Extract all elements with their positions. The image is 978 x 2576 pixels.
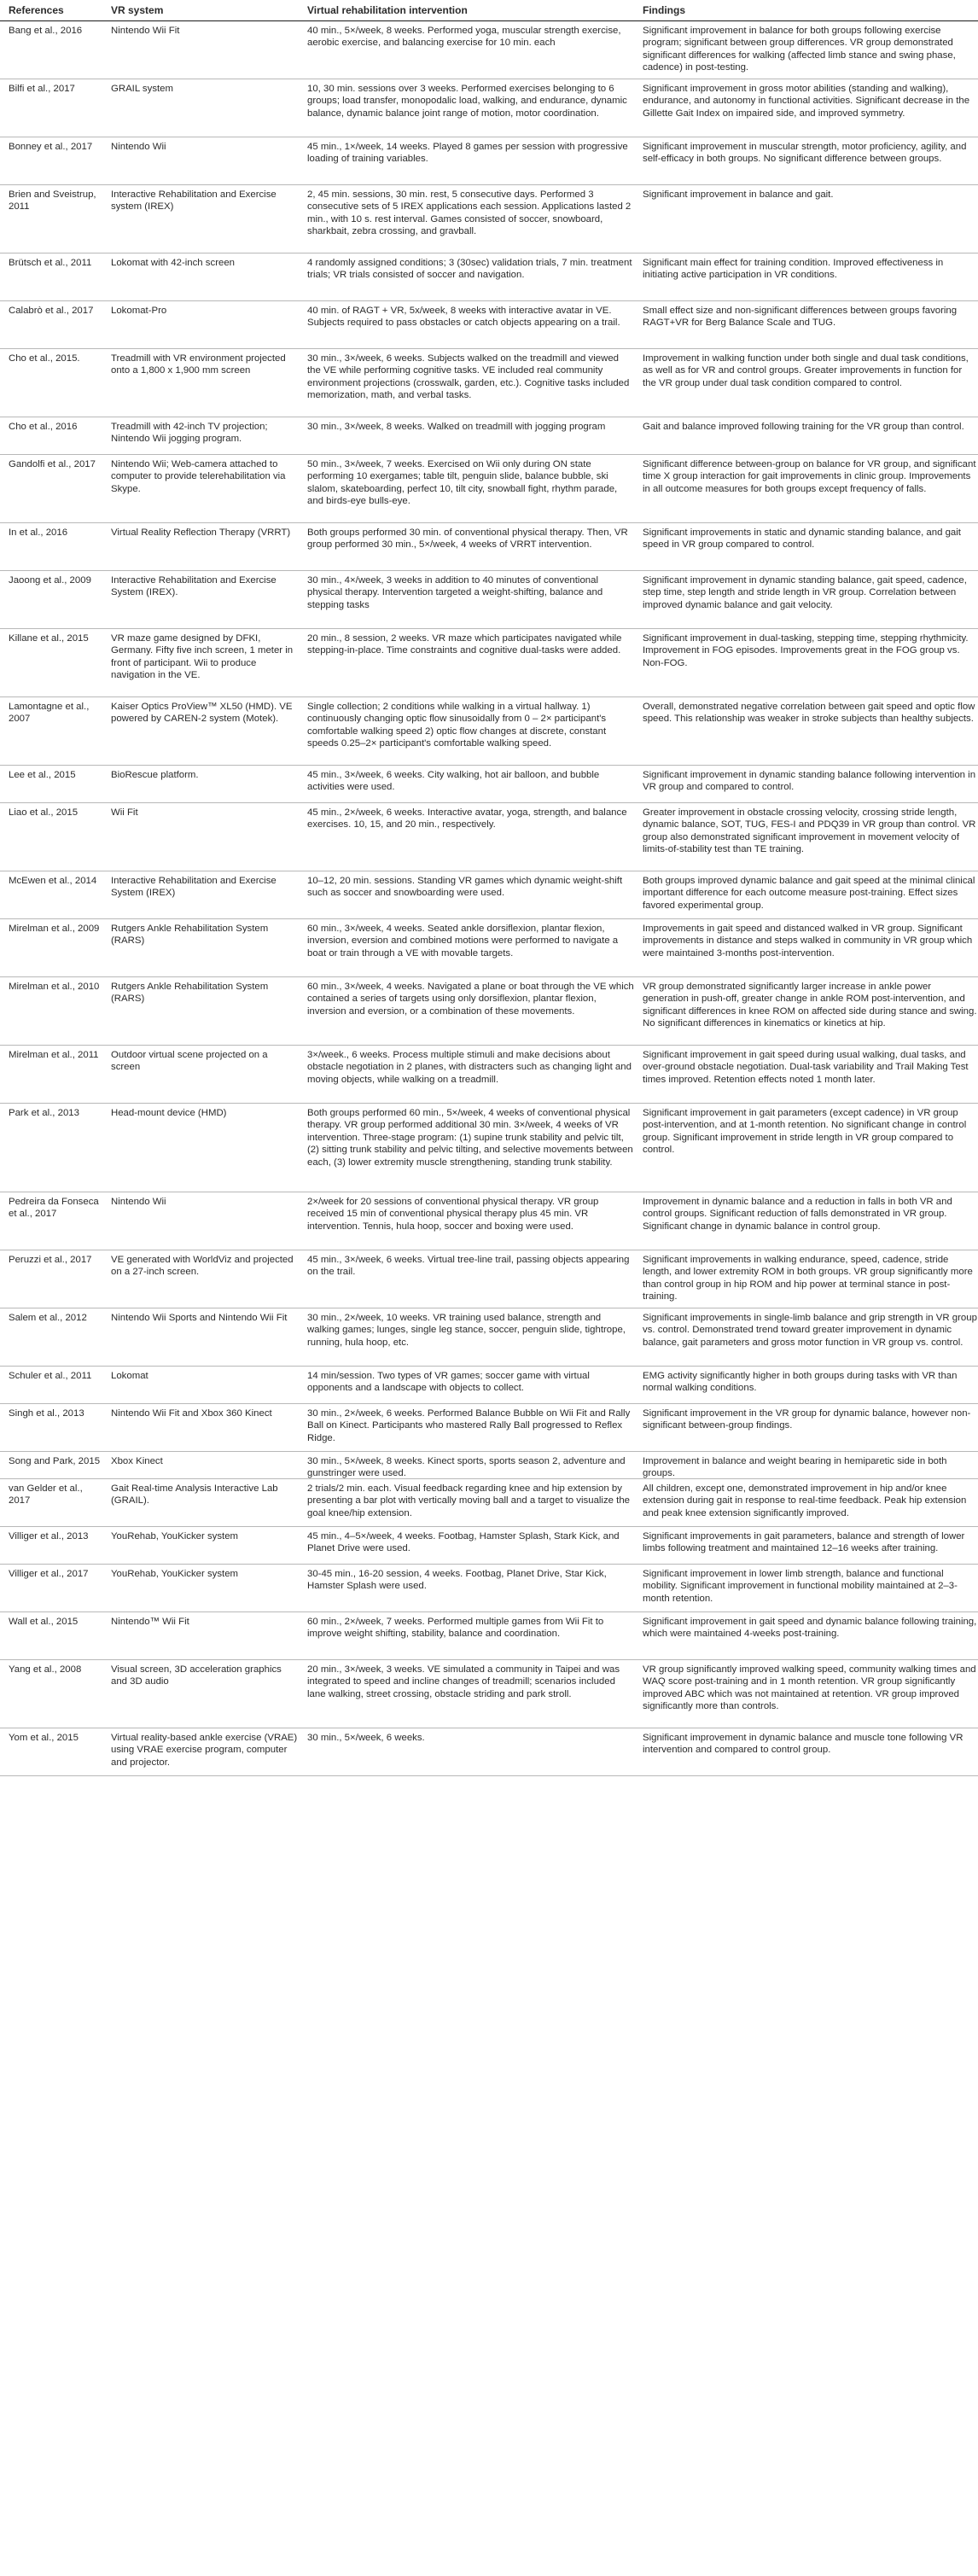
cell-intervention: 45 min., 3×/week, 6 weeks. City walking, hot air balloon, and bubble activities were used. <box>307 770 600 793</box>
table-row <box>0 1250 978 1308</box>
cell-reference: Song and Park, 2015 <box>9 1456 101 1466</box>
cell-vr-system: Virtual reality-based ankle exercise (VRAE) using VRAE exercise program, computer and projector. <box>111 1733 298 1768</box>
cell-reference: Mirelman et al., 2010 <box>9 982 100 992</box>
cell-intervention: 20 min., 8 session, 2 weeks. VR maze which participates navigated while stepping-in-place. Time constraints and cognitive dual-tasks were added. <box>307 633 622 656</box>
cell-intervention: 30-45 min., 16-20 session, 4 weeks. Footbag, Planet Drive, Star Kick, Hamster Splash were used. <box>307 1569 607 1592</box>
cell-vr-system: Head-mount device (HMD) <box>111 1108 227 1118</box>
cell-findings: Small effect size and non-significant differences between groups favoring RAGT+VR for Berg Balance Scale and TUG. <box>643 306 958 329</box>
table-row <box>0 1479 978 1527</box>
cell-vr-system: Lokomat with 42-inch screen <box>111 258 235 268</box>
cell-findings: Improvement in balance and weight bearing in hemiparetic side in both groups. <box>643 1456 947 1478</box>
cell-findings: Significant improvement in dynamic standing balance following intervention in VR group and compared to control. <box>643 770 976 793</box>
table-row <box>0 21 978 79</box>
table-row <box>0 977 978 1046</box>
cell-intervention: 30 min., 2×/week, 10 weeks. VR training used balance, strength and walking games; lunges, single leg stance, soccer, penguin slide, tightrope, running, hula hoop, etc. <box>307 1313 626 1348</box>
cell-reference: Brien and Sveistrup, 2011 <box>9 189 96 213</box>
table-row <box>0 1308 978 1367</box>
cell-findings: Both groups improved dynamic balance and gait speed at the minimal clinical important difference for each outcome measure post-training. Effect sizes favored experimental group. <box>643 876 975 911</box>
cell-reference: Yang et al., 2008 <box>9 1664 82 1675</box>
cell-intervention: Both groups performed 30 min. of conventional physical therapy. Then, VR group performed 30 min., 5×/week, 4 weeks of VRRT intervention. <box>307 527 628 551</box>
cell-intervention: 40 min., 5×/week, 8 weeks. Performed yoga, muscular strength exercise, aerobic exercise, and balancing exercise for 10 min. each <box>307 26 621 49</box>
cell-reference: Villiger et al., 2017 <box>9 1569 89 1579</box>
table-row <box>0 571 978 629</box>
cell-findings: Significant improvement in dynamic standing balance, gait speed, cadence, step time, step length and stride length in VR group. Correlation between improved dynamic balance and gait velocity. <box>643 575 967 610</box>
cell-intervention: 30 min., 2×/week, 6 weeks. Performed Balance Bubble on Wii Fit and Rally Ball on Kinect. Participants who mastered Rally Ball progressed to Reflex Ridge. <box>307 1408 631 1443</box>
cell-reference: Singh et al., 2013 <box>9 1408 84 1419</box>
cell-vr-system: Nintendo Wii; Web-camera attached to computer to provide telerehabilitation via Skype. <box>111 459 286 494</box>
cell-findings: Improvements in gait speed and distanced walked in VR group. Significant improvements in distance and steps walked in community in VR group which were maintained 3-months post-intervention. <box>643 924 973 959</box>
table-row <box>0 1612 978 1660</box>
cell-reference: In et al., 2016 <box>9 527 68 538</box>
cell-vr-system: Lokomat <box>111 1371 148 1381</box>
cell-vr-system: Interactive Rehabilitation and Exercise System (IREX). <box>111 575 277 598</box>
cell-intervention: 30 min., 5×/week, 8 weeks. Kinect sports, sports season 2, adventure and gunstringer were used. <box>307 1456 626 1478</box>
header-findings: Findings <box>643 4 685 16</box>
table-row <box>0 629 978 697</box>
cell-findings: Significant improvement in muscular strength, motor proficiency, agility, and self-efficacy in both groups. No significant difference between groups. <box>643 142 967 165</box>
cell-vr-system: GRAIL system <box>111 84 173 94</box>
cell-reference: Bang et al., 2016 <box>9 26 83 36</box>
cell-intervention: 10–12, 20 min. sessions. Standing VR games which dynamic weight-shift such as soccer and snowboarding were used. <box>307 876 623 899</box>
cell-vr-system: YouRehab, YouKicker system <box>111 1531 239 1542</box>
table-row <box>0 1046 978 1104</box>
cell-intervention: 60 min., 2×/week, 7 weeks. Performed multiple games from Wii Fit to improve weight shifting, stability, balance and coordination. <box>307 1617 604 1640</box>
cell-intervention: Both groups performed 60 min., 5×/week, 4 weeks of conventional physical therapy. VR group performed additional 30 min. 3×/week, 4 weeks of VR intervention. Three-stage program: (1) supine trunk stability and pelvic tilt, (2) sitting trunk stability and pelvic tilting, and selective movements between each, (3) lower extremity muscle strengthening, standing trunk stability. <box>307 1108 633 1168</box>
cell-reference: Liao et al., 2015 <box>9 807 79 818</box>
cell-vr-system: Visual screen, 3D acceleration graphics and 3D audio <box>111 1664 282 1687</box>
cell-reference: van Gelder et al., 2017 <box>9 1483 83 1507</box>
cell-intervention: 30 min., 4×/week, 3 weeks in addition to 40 minutes of conventional physical therapy. Intervention targeted a weight-shifting, balance and stepping tasks <box>307 575 603 610</box>
cell-vr-system: YouRehab, YouKicker system <box>111 1569 239 1579</box>
table-row <box>0 871 978 919</box>
cell-findings: Significant improvement in gait speed and dynamic balance following training, which were maintained 4-weeks post-training. <box>643 1617 977 1640</box>
table-row <box>0 1104 978 1192</box>
cell-findings: Significant improvement in dual-tasking, stepping time, stepping rhythmicity. Improvement in FOG episodes. Improvements great in the FOG group vs. Non-FOG. <box>643 633 969 668</box>
cell-findings: Significant improvement in balance for both groups following exercise program; significant between group differences. VR group demonstrated significant differences for walking (affected limb stance and swing phase, cadence) in post-testing. <box>643 26 956 73</box>
table-row <box>0 766 978 803</box>
cell-findings: Greater improvement in obstacle crossing velocity, crossing stride length, dynamic balance, SOT, TUG, FES-I and PDQ39 in VR group than control. VR group also demonstrated significant improvement in movement velocity of limits-of-stability test than TE training. <box>643 807 976 855</box>
cell-reference: Bilfi et al., 2017 <box>9 84 75 94</box>
cell-reference: Mirelman et al., 2011 <box>9 1050 99 1060</box>
cell-findings: Significant improvements in static and dynamic standing balance, and gait speed in VR group compared to control. <box>643 527 961 551</box>
cell-reference: Brütsch et al., 2011 <box>9 258 92 268</box>
cell-intervention: 45 min., 1×/week, 14 weeks. Played 8 games per session with progressive loading of training variables. <box>307 142 628 165</box>
cell-vr-system: Nintendo Wii <box>111 1197 166 1207</box>
cell-intervention: 2 trials/2 min. each. Visual feedback regarding knee and hip extension by presenting a bar plot with vertically moving ball and a target to visualize the goal knee/hip extension. <box>307 1483 630 1518</box>
table-row <box>0 1660 978 1728</box>
table-row <box>0 254 978 301</box>
cell-reference: McEwen et al., 2014 <box>9 876 97 886</box>
cell-reference: Park et al., 2013 <box>9 1108 79 1118</box>
cell-vr-system: Nintendo Wii <box>111 142 166 152</box>
cell-findings: Improvement in walking function under both single and dual task conditions, as well as for VR and control groups. Greater improvements in function for the VR group under dual task condition compared to control. <box>643 353 969 388</box>
table-row <box>0 301 978 349</box>
table-row <box>0 417 978 455</box>
table-row <box>0 185 978 254</box>
table-row <box>0 1565 978 1612</box>
cell-intervention: 45 min., 4–5×/week, 4 weeks. Footbag, Hamster Splash, Stark Kick, and Planet Drive were used. <box>307 1531 620 1554</box>
cell-findings: Significant improvements in gait parameters, balance and strength of lower limbs following treatment and maintained 12–16 weeks after training. <box>643 1531 965 1554</box>
cell-vr-system: Nintendo Wii Sports and Nintendo Wii Fit <box>111 1313 288 1323</box>
cell-findings: Overall, demonstrated negative correlation between gait speed and optic flow speed. This relationship was weaker in stroke subjects than healthy subjects. <box>643 702 975 725</box>
table-body <box>0 21 978 1776</box>
cell-findings: Significant main effect for training condition. Improved effectiveness in initiating active participation in VR conditions. <box>643 258 944 281</box>
table-row <box>0 1367 978 1404</box>
cell-vr-system: Nintendo Wii Fit <box>111 26 180 36</box>
cell-intervention: 3×/week., 6 weeks. Process multiple stimuli and make decisions about obstacle negotiation in 2 planes, with distracters such as changing light and moving objects, while walking on a treadmill. <box>307 1050 632 1085</box>
cell-vr-system: Outdoor virtual scene projected on a screen <box>111 1050 268 1073</box>
cell-findings: EMG activity significantly higher in both groups during tasks with VR than normal walking conditions. <box>643 1371 958 1394</box>
cell-findings: Improvement in dynamic balance and a reduction in falls in both VR and control groups. Significant reduction of falls demonstrated in VR group. Significant change in dynamic balance in control group. <box>643 1197 952 1232</box>
cell-vr-system: VR maze game designed by DFKI, Germany. Fifty five inch screen, 1 meter in front of participant. Wii to produce navigation in the VE. <box>111 633 294 681</box>
cell-reference: Lee et al., 2015 <box>9 770 76 780</box>
cell-reference: Salem et al., 2012 <box>9 1313 87 1323</box>
cell-vr-system: Lokomat-Pro <box>111 306 167 316</box>
cell-vr-system: Nintendo Wii Fit and Xbox 360 Kinect <box>111 1408 272 1419</box>
cell-reference: Lamontagne et al., 2007 <box>9 702 90 725</box>
table-row <box>0 455 978 523</box>
cell-vr-system: Xbox Kinect <box>111 1456 163 1466</box>
cell-reference: Mirelman et al., 2009 <box>9 924 100 934</box>
cell-findings: Significant improvement in dynamic balance and muscle tone following VR intervention and compared to control group. <box>643 1733 963 1756</box>
table-row <box>0 1404 978 1452</box>
table-row <box>0 697 978 766</box>
cell-findings: Significant improvement in gross motor abilities (standing and walking), endurance, and autonomy in functional activities. Significant decrease in the Gillette Gait Index on impaired side, and improved symmetry. <box>643 84 970 119</box>
cell-vr-system: Treadmill with VR environment projected onto a 1,800 x 1,900 mm screen <box>111 353 286 376</box>
cell-intervention: 14 min/session. Two types of VR games; soccer game with virtual opponents and a landscape with objects to collect. <box>307 1371 590 1394</box>
cell-intervention: 45 min., 2×/week, 6 weeks. Interactive avatar, yoga, strength, and balance exercises. 10, 15, and 20 min., respectively. <box>307 807 627 830</box>
cell-reference: Cho et al., 2015. <box>9 353 80 364</box>
cell-vr-system: Interactive Rehabilitation and Exercise System (IREX) <box>111 876 277 899</box>
table-row <box>0 523 978 571</box>
cell-vr-system: Gait Real-time Analysis Interactive Lab (GRAIL). <box>111 1483 278 1507</box>
cell-findings: VR group significantly improved walking speed, community walking times and WAQ score post-training and in 1 month retention. VR group significantly improved ABC which was not maintained at retention. VR group improved significantly more than controls. <box>643 1664 976 1712</box>
cell-vr-system: Wii Fit <box>111 807 138 818</box>
cell-reference: Peruzzi et al., 2017 <box>9 1255 92 1265</box>
header-vr-system: VR system <box>111 4 164 16</box>
table-row <box>0 1527 978 1565</box>
cell-intervention: 30 min., 3×/week, 6 weeks. Subjects walked on the treadmill and viewed the VE while performing cognitive tasks. VE included real community environment projections (crosswalk, garden, etc.). Cognitive tasks included memorization, math, and verbal tasks. <box>307 353 630 401</box>
cell-vr-system: Virtual Reality Reflection Therapy (VRRT) <box>111 527 291 538</box>
cell-findings: Significant difference between-group on balance for VR group, and significant time X group interaction for gait improvements in clinic group. Improvements in all outcome measures for both groups except frequency of falls. <box>643 459 976 494</box>
cell-vr-system: Kaiser Optics ProView™ XL50 (HMD). VE powered by CAREN-2 system (Motek). <box>111 702 293 725</box>
cell-reference: Schuler et al., 2011 <box>9 1371 92 1381</box>
cell-intervention: 40 min. of RAGT + VR, 5x/week, 8 weeks with interactive avatar in VE. Subjects required to pass obstacles or catch objects appearing on a trail. <box>307 306 620 329</box>
table-row <box>0 919 978 977</box>
cell-vr-system: Rutgers Ankle Rehabilitation System (RARS) <box>111 982 269 1005</box>
cell-findings: Significant improvement in the VR group for dynamic balance, however non-significant between-group findings. <box>643 1408 971 1431</box>
cell-intervention: 50 min., 3×/week, 7 weeks. Exercised on Wii only during ON state performing 10 exergames; table tilt, penguin slide, balance bubble, ski slalom, skateboarding, perfect 10, tilt city, snowball fight, rhythm parade, and birds-eye bulls-eye. <box>307 459 618 507</box>
table-row <box>0 803 978 871</box>
cell-findings: Significant improvement in gait parameters (except cadence) in VR group post-intervention, and at 1-month retention. No significant change in control group. Significant improvement in stride length in VR group compared to control. <box>643 1108 967 1156</box>
cell-findings: All children, except one, demonstrated improvement in hip and/or knee extension during gait in response to real-time feedback. Peak hip extension and peak knee extension significantly improved. <box>643 1483 967 1518</box>
cell-intervention: 60 min., 3×/week, 4 weeks. Seated ankle dorsiflexion, plantar flexion, inversion, eversion and combined motions were performed to navigate a boat or train through a VE with movable targets. <box>307 924 619 959</box>
table-row <box>0 1452 978 1479</box>
cell-reference: Wall et al., 2015 <box>9 1617 79 1627</box>
cell-vr-system: Nintendo™ Wii Fit <box>111 1617 189 1627</box>
cell-intervention: Single collection; 2 conditions while walking in a virtual hallway. 1) continuously changing optic flow sinusoidally from 0 – 2× participant's comfortable walking speed 2) optic flow changes at discrete, constant speeds 0.25–2× participant's comfortable walking speed. <box>307 702 607 749</box>
table-header <box>0 0 978 21</box>
cell-reference: Cho et al., 2016 <box>9 422 78 432</box>
cell-intervention: 10, 30 min. sessions over 3 weeks. Performed exercises belonging to 6 groups; load transfer, monopodalic load, walking, and endurance, dynamic balance, dynamic balance joint range of motion, motor coordination. <box>307 84 627 119</box>
table-row <box>0 137 978 185</box>
cell-reference: Calabrò et al., 2017 <box>9 306 94 316</box>
cell-intervention: 60 min., 3×/week, 4 weeks. Navigated a plane or boat through the VE which contained a series of targets using only dorsiflexion, plantar flexion, inversion and eversion, or a combination of these movements. <box>307 982 634 1017</box>
header-references: References <box>9 4 64 16</box>
cell-intervention: 4 randomly assigned conditions; 3 (30sec) validation trials, 7 min. treatment trials; VR trials consisted of soccer and navigation. <box>307 258 632 281</box>
table-row <box>0 1728 978 1776</box>
table-row <box>0 79 978 137</box>
cell-reference: Gandolfi et al., 2017 <box>9 459 96 469</box>
table-row <box>0 1192 978 1250</box>
cell-findings: Significant improvements in walking endurance, speed, cadence, stride length, and lower extremity ROM in both groups. VR group significantly more than control group in hip ROM and hip power at terminal stance in post-training. <box>643 1255 973 1303</box>
cell-findings: Significant improvement in gait speed during usual walking, dual tasks, and over-ground obstacle negotiation. Dual-task variability and Trail Making Test times improved. Retention effects noted 1 month later. <box>643 1050 969 1085</box>
cell-intervention: 30 min., 3×/week, 8 weeks. Walked on treadmill with jogging program <box>307 422 606 432</box>
cell-reference: Villiger et al., 2013 <box>9 1531 89 1542</box>
cell-reference: Bonney et al., 2017 <box>9 142 93 152</box>
cell-vr-system: BioRescue platform. <box>111 770 199 780</box>
cell-reference: Pedreira da Fonseca et al., 2017 <box>9 1197 99 1220</box>
cell-vr-system: Rutgers Ankle Rehabilitation System (RARS) <box>111 924 269 947</box>
cell-findings: Significant improvement in lower limb strength, balance and functional mobility. Significant improvement in functional mobility maintained at 2–3-month retention. <box>643 1569 958 1604</box>
cell-intervention: 20 min., 3×/week, 3 weeks. VE simulated a community in Taipei and was integrated to speed and incline changes of treadmill; scenarios included lane walking, street crossing, obstacle striding and park stroll. <box>307 1664 620 1699</box>
cell-findings: Significant improvement in balance and gait. <box>643 189 834 200</box>
cell-findings: Significant improvements in single-limb balance and grip strength in VR group vs. control. Demonstrated trend toward greater improvement in dynamic balance, gait parameters and gross motor function in VR group vs. control. <box>643 1313 977 1348</box>
table-row <box>0 349 978 417</box>
cell-findings: Gait and balance improved following training for the VR group than control. <box>643 422 964 432</box>
header-intervention: Virtual rehabilitation intervention <box>307 4 468 16</box>
cell-reference: Killane et al., 2015 <box>9 633 89 644</box>
cell-vr-system: VE generated with WorldViz and projected on a 27-inch screen. <box>111 1255 294 1278</box>
cell-intervention: 30 min., 5×/week, 6 weeks. <box>307 1733 425 1743</box>
cell-reference: Jaoong et al., 2009 <box>9 575 91 586</box>
cell-findings: VR group demonstrated significantly larger increase in ankle power generation in push-off, greater change in ankle ROM post-intervention, and significant differences in knee ROM on affected side during stance and swing. No significant differences in kinematics or kinetics at hip. <box>643 982 977 1029</box>
cell-reference: Yom et al., 2015 <box>9 1733 79 1743</box>
cell-intervention: 45 min., 3×/week, 6 weeks. Virtual tree-line trail, passing objects appearing on the trail. <box>307 1255 630 1278</box>
cell-intervention: 2×/week for 20 sessions of conventional physical therapy. VR group received 15 min of conventional physical therapy plus 45 min. VR intervention. Tennis, hula hoop, soccer and boxing were used. <box>307 1197 599 1232</box>
cell-vr-system: Interactive Rehabilitation and Exercise system (IREX) <box>111 189 277 213</box>
cell-vr-system: Treadmill with 42-inch TV projection; Nintendo Wii jogging program. <box>111 422 268 445</box>
cell-intervention: 2, 45 min. sessions, 30 min. rest, 5 consecutive days. Performed 3 consecutive sets of 5 IREX applications each session. Applications lasted 2 min., with 10 s. rest interval. Games consisted of soccer, snowboard, sharkbait, zebra crossing, and gravball. <box>307 189 632 237</box>
